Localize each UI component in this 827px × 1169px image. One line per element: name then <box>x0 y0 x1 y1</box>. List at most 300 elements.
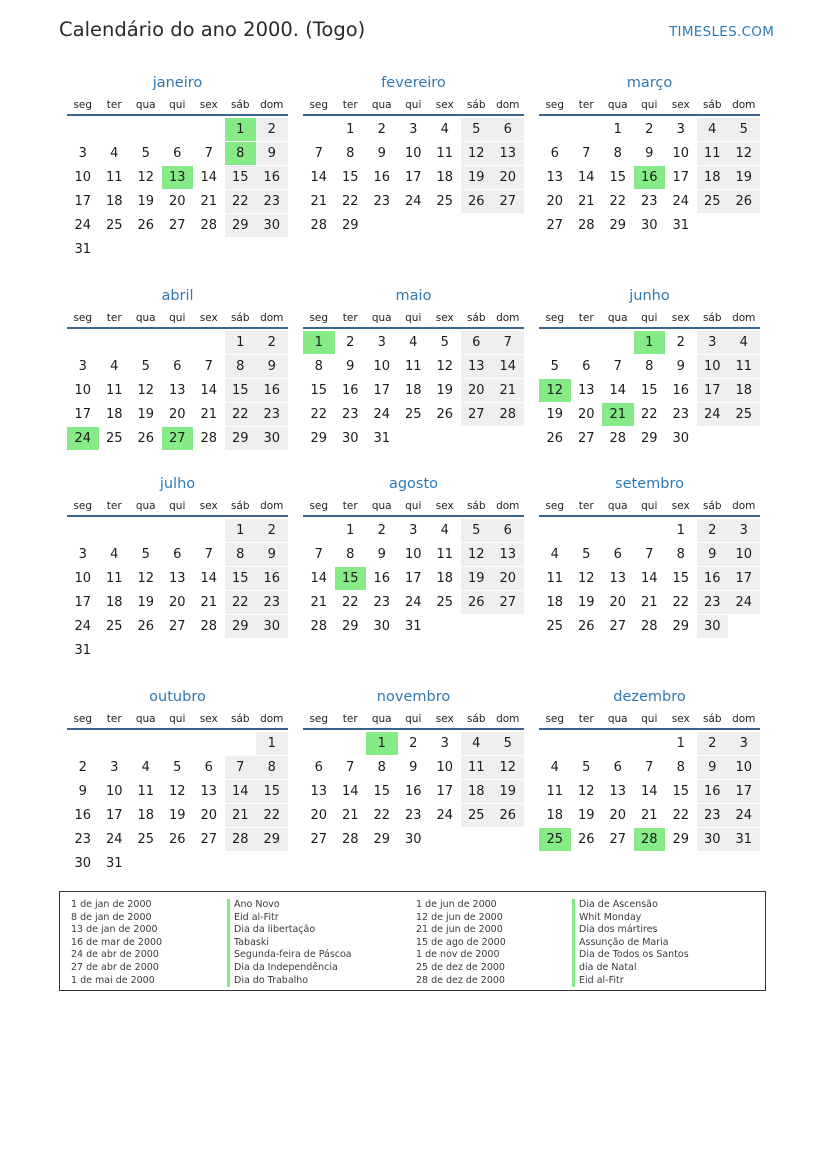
day-cell: 30 <box>697 828 729 851</box>
day-cell: 9 <box>377 146 386 161</box>
day-cell: 22 <box>225 190 257 213</box>
day-cell: 28 <box>310 218 328 233</box>
weekday-label: ter <box>106 312 122 324</box>
day-cell: 22 <box>341 595 359 610</box>
day-cell: 13 <box>546 170 564 185</box>
weekday-label: qua <box>607 500 628 512</box>
day-cell: 27 <box>310 832 328 847</box>
day-cell: 24 <box>697 403 729 426</box>
day-cell: 19 <box>546 407 564 422</box>
weekday-label: dom <box>496 713 520 725</box>
day-cell: 26 <box>137 431 155 446</box>
day-cell: 29 <box>341 218 359 233</box>
day-cell: 1 <box>256 732 288 755</box>
day-cell: 6 <box>582 359 591 374</box>
day-cell: 14 <box>640 571 658 586</box>
day-cell: 30 <box>256 214 288 237</box>
weekday-label: seg <box>309 99 329 111</box>
weekday-label: seg <box>309 312 329 324</box>
page-title: Calendário do ano 2000. (Togo) <box>59 18 366 41</box>
day-cell: 1 <box>676 523 685 538</box>
day-cell: 7 <box>645 760 654 775</box>
day-cell: 9 <box>676 359 685 374</box>
weekday-label: dom <box>496 312 520 324</box>
day-cell: 8 <box>225 355 257 378</box>
day-cell: 28 <box>310 619 328 634</box>
weekday-header <box>303 499 524 514</box>
header-divider <box>67 515 288 517</box>
day-cell: 4 <box>461 732 493 755</box>
day-cell: 5 <box>582 760 591 775</box>
day-cell: 6 <box>550 146 559 161</box>
day-cell: 25 <box>436 595 454 610</box>
day-cell: 10 <box>74 571 92 586</box>
day-cell: 15 <box>609 170 627 185</box>
day-cell: 22 <box>256 804 288 827</box>
weekday-label: sáb <box>702 713 722 725</box>
day-cell: 21 <box>492 379 524 402</box>
day-cell: 9 <box>697 756 729 779</box>
day-cell: 11 <box>105 383 123 398</box>
holiday-name: Dia do Trabalho <box>234 974 309 986</box>
header-divider <box>303 114 524 116</box>
weekday-label: qui <box>169 99 186 111</box>
holiday-name: Dia da Independência <box>234 961 338 973</box>
day-cell: 3 <box>409 523 418 538</box>
day-cell: 14 <box>200 170 218 185</box>
day-cell: 22 <box>672 595 690 610</box>
day-cell: 24 <box>404 194 422 209</box>
day-cell: 4 <box>440 122 449 137</box>
day-cell: 24 <box>404 595 422 610</box>
holiday-name: Dia de Todos os Santos <box>579 949 689 961</box>
day-cell: 13 <box>168 383 186 398</box>
day-cell: 26 <box>461 591 493 614</box>
holiday-date: 12 de jun de 2000 <box>416 911 503 923</box>
day-cell: 16 <box>672 383 690 398</box>
day-cell: 20 <box>168 194 186 209</box>
day-cell: 12 <box>137 383 155 398</box>
day-cell: 8 <box>676 760 685 775</box>
day-cell: 24 <box>672 194 690 209</box>
day-cell: 30 <box>74 856 92 871</box>
day-cell: 28 <box>492 403 524 426</box>
day-cell: 23 <box>640 194 658 209</box>
weekday-label: qua <box>371 500 392 512</box>
holiday-date: 1 de jun de 2000 <box>416 899 497 910</box>
header-divider <box>303 515 524 517</box>
holiday-date: 25 de dez de 2000 <box>416 961 505 973</box>
day-cell: 13 <box>200 784 218 799</box>
day-cell: 17 <box>672 170 690 185</box>
day-cell: 12 <box>461 543 493 566</box>
day-cell: 16 <box>373 170 391 185</box>
day-cell: 20 <box>546 194 564 209</box>
day-cell: 11 <box>137 784 155 799</box>
day-cell: 30 <box>256 615 288 638</box>
day-cell: 22 <box>341 194 359 209</box>
weekday-label: dom <box>732 713 756 725</box>
day-cell: 7 <box>314 146 323 161</box>
weekday-label: seg <box>545 99 565 111</box>
day-cell: 26 <box>577 619 595 634</box>
weekday-label: qui <box>641 99 658 111</box>
day-cell: 1 <box>346 122 355 137</box>
weekday-label: ter <box>106 500 122 512</box>
day-cell: 13 <box>168 571 186 586</box>
day-cell: 17 <box>74 595 92 610</box>
day-cell: 30 <box>672 431 690 446</box>
weekday-label: sáb <box>466 99 486 111</box>
day-cell: 26 <box>436 407 454 422</box>
header-divider <box>67 728 288 730</box>
day-cell: 25 <box>105 431 123 446</box>
day-cell: 22 <box>310 407 328 422</box>
day-cell: 17 <box>373 383 391 398</box>
weekday-label: qui <box>405 99 422 111</box>
day-cell: 20 <box>168 407 186 422</box>
day-cell: 19 <box>436 383 454 398</box>
weekday-header <box>539 98 760 113</box>
weekday-label: dom <box>496 99 520 111</box>
weekday-label: qua <box>371 99 392 111</box>
day-cell: 31 <box>105 856 123 871</box>
day-cell: 28 <box>200 619 218 634</box>
holiday-name: Tabaski <box>234 936 269 948</box>
month-name: setembro <box>615 476 684 492</box>
month-name: janeiro <box>152 75 203 91</box>
day-cell: 3 <box>440 736 449 751</box>
day-cell: 17 <box>728 567 760 590</box>
day-cell: 25 <box>728 403 760 426</box>
day-cell: 13 <box>609 784 627 799</box>
day-cell: 5 <box>492 732 524 755</box>
day-cell: 25 <box>436 194 454 209</box>
weekday-label: qui <box>405 713 422 725</box>
holiday-day-cell: 21 <box>602 403 634 426</box>
weekday-label: sex <box>199 500 218 512</box>
day-cell: 4 <box>728 331 760 354</box>
day-cell: 31 <box>74 643 92 658</box>
holiday-date: 8 de jan de 2000 <box>71 911 152 923</box>
day-cell: 7 <box>492 331 524 354</box>
day-cell: 9 <box>409 760 418 775</box>
month-name: agosto <box>388 476 439 492</box>
day-cell: 25 <box>697 190 729 213</box>
day-cell: 24 <box>105 832 123 847</box>
day-cell: 18 <box>697 166 729 189</box>
day-cell: 27 <box>577 431 595 446</box>
day-cell: 11 <box>436 146 454 161</box>
weekday-label: sáb <box>466 500 486 512</box>
day-cell: 27 <box>492 190 524 213</box>
day-cell: 27 <box>200 832 218 847</box>
day-cell: 2 <box>697 732 729 755</box>
holiday-date: 16 de mar de 2000 <box>71 936 163 948</box>
day-cell: 15 <box>672 571 690 586</box>
weekday-label: seg <box>545 312 565 324</box>
day-cell: 13 <box>492 142 524 165</box>
day-cell: 12 <box>492 756 524 779</box>
day-cell: 5 <box>582 547 591 562</box>
day-cell: 8 <box>645 359 654 374</box>
day-cell: 17 <box>74 194 92 209</box>
day-cell: 9 <box>256 142 288 165</box>
day-cell: 17 <box>404 571 422 586</box>
day-cell: 4 <box>141 760 150 775</box>
day-cell: 28 <box>609 431 627 446</box>
day-cell: 7 <box>225 756 257 779</box>
day-cell: 29 <box>341 619 359 634</box>
day-cell: 24 <box>74 218 92 233</box>
day-cell: 6 <box>173 547 182 562</box>
day-cell: 7 <box>204 547 213 562</box>
day-cell: 7 <box>645 547 654 562</box>
weekday-label: dom <box>260 99 284 111</box>
day-cell: 6 <box>314 760 323 775</box>
day-cell: 29 <box>640 431 658 446</box>
day-cell: 7 <box>582 146 591 161</box>
day-cell: 29 <box>609 218 627 233</box>
day-cell: 18 <box>105 595 123 610</box>
weekday-label: seg <box>545 713 565 725</box>
day-cell: 20 <box>310 808 328 823</box>
day-cell: 22 <box>225 403 257 426</box>
day-cell: 9 <box>78 784 87 799</box>
day-cell: 26 <box>577 832 595 847</box>
holiday-name: Eid al-Fitr <box>579 974 624 986</box>
day-cell: 23 <box>341 407 359 422</box>
weekday-label: ter <box>106 99 122 111</box>
weekday-label: sex <box>435 713 454 725</box>
day-cell: 5 <box>440 335 449 350</box>
weekday-header <box>67 98 288 113</box>
weekday-label: ter <box>106 713 122 725</box>
day-cell: 23 <box>373 595 391 610</box>
weekday-header <box>67 712 288 727</box>
weekday-header <box>303 712 524 727</box>
weekday-label: sáb <box>230 713 250 725</box>
header-divider <box>539 114 760 116</box>
day-cell: 11 <box>461 756 493 779</box>
day-cell: 19 <box>168 808 186 823</box>
holiday-name: Assunção de Maria <box>579 936 669 948</box>
holiday-date: 13 de jan de 2000 <box>71 924 158 936</box>
holiday-date: 21 de jun de 2000 <box>416 924 503 936</box>
holiday-name: Segunda-feira de Páscoa <box>234 949 352 961</box>
day-cell: 6 <box>461 331 493 354</box>
day-cell: 16 <box>256 379 288 402</box>
weekday-label: sex <box>199 99 218 111</box>
day-cell: 1 <box>676 736 685 751</box>
day-cell: 9 <box>697 543 729 566</box>
weekday-label: sex <box>199 713 218 725</box>
day-cell: 8 <box>346 547 355 562</box>
day-cell: 21 <box>200 194 218 209</box>
weekday-label: sáb <box>466 312 486 324</box>
day-cell: 12 <box>436 359 454 374</box>
weekday-label: sex <box>671 500 690 512</box>
day-cell: 12 <box>137 170 155 185</box>
day-cell: 6 <box>492 118 524 141</box>
day-cell: 24 <box>728 591 760 614</box>
day-cell: 14 <box>609 383 627 398</box>
holiday-day-cell: 8 <box>225 142 257 165</box>
day-cell: 26 <box>728 190 760 213</box>
month-name: outubro <box>149 689 206 705</box>
day-cell: 6 <box>613 547 622 562</box>
weekday-label: sáb <box>702 99 722 111</box>
day-cell: 20 <box>609 808 627 823</box>
day-cell: 15 <box>373 784 391 799</box>
weekday-label: ter <box>578 500 594 512</box>
day-cell: 23 <box>672 407 690 422</box>
day-cell: 6 <box>173 146 182 161</box>
header-divider <box>539 515 760 517</box>
day-cell: 9 <box>377 547 386 562</box>
day-cell: 17 <box>74 407 92 422</box>
day-cell: 8 <box>613 146 622 161</box>
weekday-label: sex <box>671 99 690 111</box>
day-cell: 20 <box>492 567 524 590</box>
day-cell: 31 <box>672 218 690 233</box>
day-cell: 24 <box>373 407 391 422</box>
day-cell: 2 <box>78 760 87 775</box>
day-cell: 15 <box>225 379 257 402</box>
holiday-day-cell: 28 <box>634 828 666 851</box>
holiday-day-cell: 12 <box>539 379 571 402</box>
day-cell: 10 <box>728 756 760 779</box>
day-cell: 5 <box>461 118 493 141</box>
holiday-day-cell: 25 <box>539 828 571 851</box>
weekday-label: qua <box>371 312 392 324</box>
day-cell: 16 <box>697 567 729 590</box>
day-cell: 31 <box>404 619 422 634</box>
day-cell: 2 <box>676 335 685 350</box>
day-cell: 10 <box>74 383 92 398</box>
day-cell: 14 <box>341 784 359 799</box>
day-cell: 22 <box>672 808 690 823</box>
weekday-header <box>303 98 524 113</box>
day-cell: 13 <box>461 355 493 378</box>
day-cell: 28 <box>341 832 359 847</box>
holiday-date: 1 de mai de 2000 <box>71 974 155 986</box>
day-cell: 30 <box>697 615 729 638</box>
day-cell: 13 <box>577 383 595 398</box>
day-cell: 30 <box>404 832 422 847</box>
holiday-name: Dia da libertação <box>234 924 316 936</box>
day-cell: 8 <box>346 146 355 161</box>
weekday-header <box>67 311 288 326</box>
weekday-label: sex <box>435 500 454 512</box>
day-cell: 10 <box>373 359 391 374</box>
weekday-label: seg <box>309 713 329 725</box>
day-cell: 27 <box>609 832 627 847</box>
day-cell: 10 <box>74 170 92 185</box>
day-cell: 11 <box>105 170 123 185</box>
weekday-label: seg <box>73 99 93 111</box>
day-cell: 14 <box>310 571 328 586</box>
day-cell: 7 <box>204 359 213 374</box>
brand-logo-link[interactable]: TIMESLES.COM <box>669 24 775 40</box>
month-name: abril <box>161 288 194 304</box>
day-cell: 25 <box>137 832 155 847</box>
weekday-label: sex <box>435 99 454 111</box>
day-cell: 17 <box>404 170 422 185</box>
day-cell: 7 <box>346 760 355 775</box>
day-cell: 10 <box>404 547 422 562</box>
holiday-name: Ano Novo <box>234 899 280 910</box>
weekday-label: seg <box>545 500 565 512</box>
weekday-label: sáb <box>230 312 250 324</box>
weekday-label: dom <box>732 500 756 512</box>
weekday-label: ter <box>342 500 358 512</box>
day-cell: 2 <box>256 519 288 542</box>
holiday-day-cell: 1 <box>303 331 335 354</box>
day-cell: 22 <box>373 808 391 823</box>
header-divider <box>539 728 760 730</box>
day-cell: 19 <box>137 407 155 422</box>
day-cell: 17 <box>436 784 454 799</box>
weekday-label: sex <box>199 312 218 324</box>
day-cell: 7 <box>204 146 213 161</box>
day-cell: 10 <box>672 146 690 161</box>
day-cell: 18 <box>105 407 123 422</box>
day-cell: 11 <box>697 142 729 165</box>
day-cell: 5 <box>173 760 182 775</box>
day-cell: 17 <box>728 780 760 803</box>
day-cell: 22 <box>225 591 257 614</box>
day-cell: 27 <box>168 619 186 634</box>
day-cell: 25 <box>404 407 422 422</box>
day-cell: 18 <box>105 194 123 209</box>
day-cell: 3 <box>78 359 87 374</box>
holiday-names-column-1 <box>227 899 352 987</box>
day-cell: 3 <box>409 122 418 137</box>
day-cell: 29 <box>225 214 257 237</box>
day-cell: 12 <box>728 142 760 165</box>
day-cell: 27 <box>546 218 564 233</box>
day-cell: 1 <box>225 519 257 542</box>
day-cell: 25 <box>105 218 123 233</box>
weekday-label: dom <box>260 312 284 324</box>
day-cell: 12 <box>168 784 186 799</box>
day-cell: 9 <box>346 359 355 374</box>
weekday-label: qua <box>135 312 156 324</box>
day-cell: 23 <box>697 804 729 827</box>
weekday-label: ter <box>578 713 594 725</box>
day-cell: 18 <box>728 379 760 402</box>
day-cell: 9 <box>256 355 288 378</box>
day-cell: 21 <box>200 407 218 422</box>
holiday-name: Dia de Ascensão <box>579 899 658 910</box>
holiday-dates-column-2 <box>416 899 506 987</box>
header-divider <box>303 327 524 329</box>
day-cell: 4 <box>409 335 418 350</box>
weekday-label: dom <box>260 713 284 725</box>
day-cell: 3 <box>728 519 760 542</box>
day-cell: 2 <box>697 519 729 542</box>
day-cell: 7 <box>314 547 323 562</box>
weekday-label: qua <box>135 500 156 512</box>
weekday-label: qui <box>641 312 658 324</box>
day-cell: 25 <box>461 804 493 827</box>
day-cell: 11 <box>105 571 123 586</box>
weekday-label: qua <box>135 713 156 725</box>
day-cell: 13 <box>310 784 328 799</box>
day-cell: 26 <box>168 832 186 847</box>
month-name: fevereiro <box>381 75 446 91</box>
